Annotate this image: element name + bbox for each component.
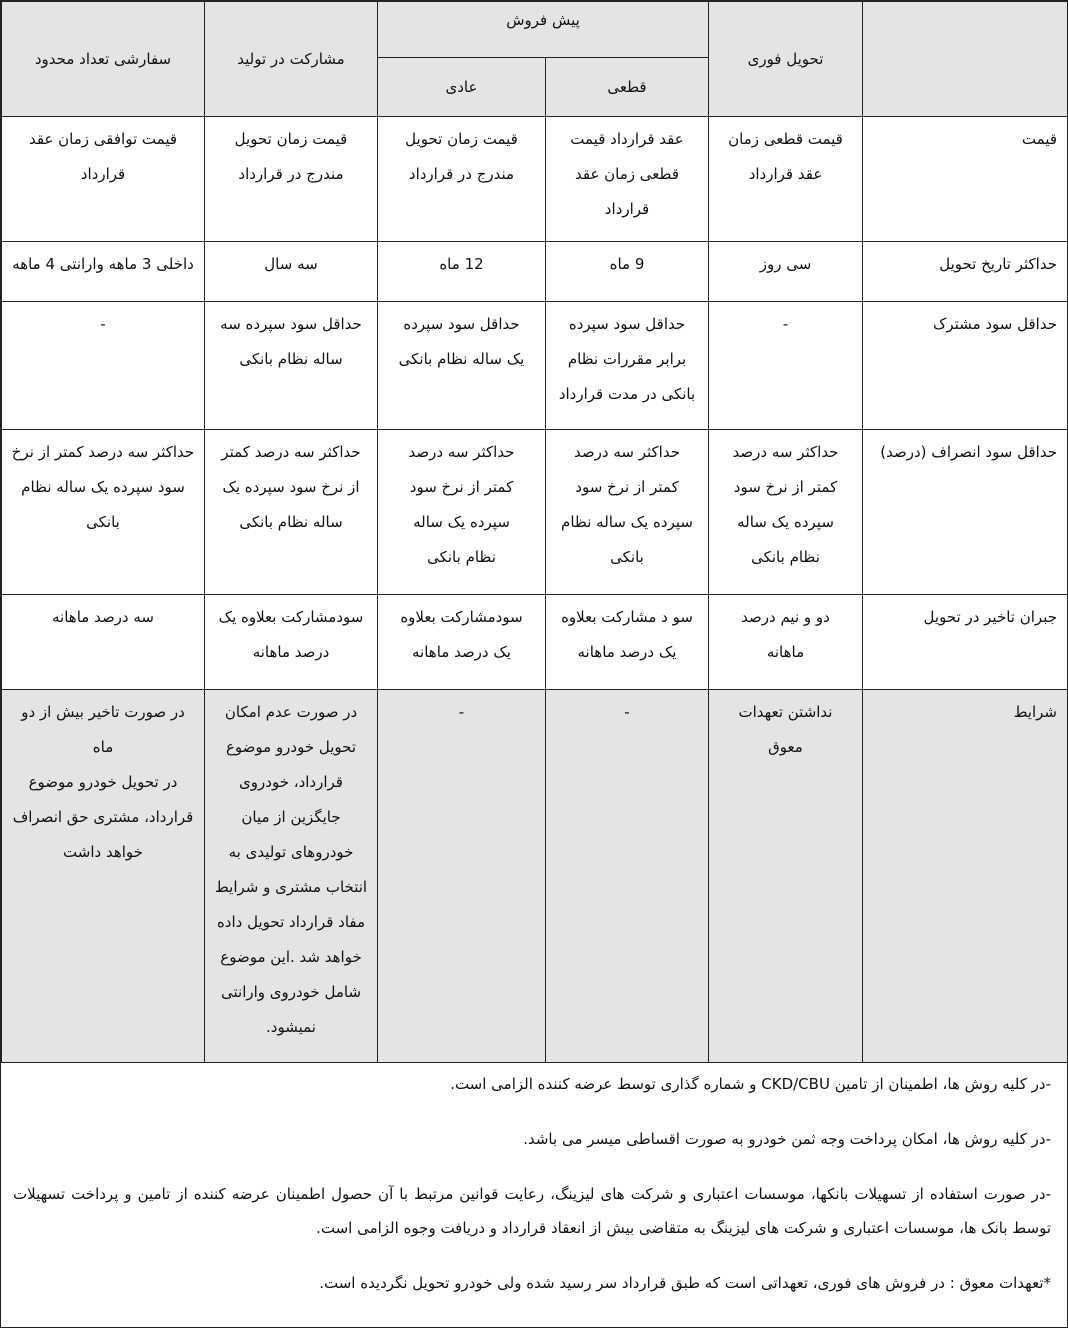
cell-instant: دو و نیم درصد ماهانه: [709, 595, 863, 690]
cell-presale-normal: قیمت زمان تحویل مندرج در قرارداد: [378, 117, 546, 242]
header-production-partnership: مشارکت در تولید: [205, 2, 378, 117]
row-label: حداکثر تاریخ تحویل: [863, 242, 1068, 302]
cell-presale-fixed: 9 ماه: [546, 242, 709, 302]
row-label: جبران تاخیر در تحویل: [863, 595, 1068, 690]
table-row-delay-compensation: [2, 595, 1068, 690]
cell-limited: داخلی 3 ماهه وارانتی 4 ماهه: [2, 242, 205, 302]
cell-instant: قیمت قطعی زمان عقد قرارداد: [709, 117, 863, 242]
cell-production: حداقل سود سپرده سه ساله نظام بانکی: [205, 302, 378, 430]
table-row-min-profit: [2, 302, 1068, 430]
note-paragraph: *تعهدات معوق : در فروش های فوری، تعهداتی است که طبق قرارداد سر رسید شده ولی خودرو تحویل نگردیده است.: [319, 1274, 1051, 1292]
cell-presale-fixed: -: [546, 690, 709, 1063]
notes-section: [1, 1063, 1067, 1300]
cell-production: حداکثر سه درصد کمتر از نرخ سود سپرده یک ساله نظام بانکی: [205, 430, 378, 595]
table-row-price: [2, 117, 1068, 242]
cell-presale-fixed: سو د مشارکت بعلاوه یک درصد ماهانه: [546, 595, 709, 690]
cell-presale-normal: حداکثر سه درصد کمتر از نرخ سود سپرده یک ساله نظام بانکی: [378, 430, 546, 595]
cell-limited: سه درصد ماهانه: [2, 595, 205, 690]
header-presale: پیش فروش: [378, 2, 709, 58]
cell-limited: حداکثر سه درصد کمتر از نرخ سود سپرده یک ساله نظام بانکی: [2, 430, 205, 595]
cell-production: سه سال: [205, 242, 378, 302]
header-presale-fixed: قطعی: [546, 58, 709, 117]
note-paragraph: -در صورت استفاده از تسهیلات بانکها، موسسات اعتباری و شرکت های لیزینگ، رعایت قوانین مرتبط با آن حصول اطمینان عرضه کننده از تامین و پرداخت تسهیلات توسط بانک ها، موسسات اعتباری و شرکت های لیزینگ به متقاضی بیش از انعقاد قرارداد و دریافت وجوه الزامی است.: [13, 1185, 1051, 1237]
note-paragraph: -در کلیه روش ها، امکان پرداخت وجه ثمن خودرو به صورت اقساطی میسر می باشد.: [523, 1130, 1051, 1148]
cell-instant: حداکثر سه درصد کمتر از نرخ سود سپرده یک ساله نظام بانکی: [709, 430, 863, 595]
header-row-top: [2, 2, 1068, 58]
cell-presale-fixed: حداقل سود سپرده برابر مقررات نظام بانکی در مدت قرارداد: [546, 302, 709, 430]
sales-methods-table: [1, 1, 1068, 1063]
cell-presale-normal: سودمشارکت بعلاوه یک درصد ماهانه: [378, 595, 546, 690]
header-presale-normal: عادی: [378, 58, 546, 117]
header-corner-cell: [863, 2, 1068, 117]
cell-production: سودمشارکت بعلاوه یک درصد ماهانه: [205, 595, 378, 690]
cell-instant: نداشتن تعهدات معوق: [709, 690, 863, 1063]
cell-presale-fixed: عقد قرارداد قیمت قطعی زمان عقد قرارداد: [546, 117, 709, 242]
row-label: حداقل سود مشترک: [863, 302, 1068, 430]
cell-presale-normal: حداقل سود سپرده یک ساله نظام بانکی: [378, 302, 546, 430]
cell-instant: -: [709, 302, 863, 430]
cell-limited: -: [2, 302, 205, 430]
cell-presale-normal: 12 ماه: [378, 242, 546, 302]
row-label: حداقل سود انصراف (درصد): [863, 430, 1068, 595]
header-instant-delivery: تحویل فوری: [709, 2, 863, 117]
cell-presale-normal: -: [378, 690, 546, 1063]
table-row-cancellation: [2, 430, 1068, 595]
cell-limited: قیمت توافقی زمان عقد قرارداد: [2, 117, 205, 242]
cell-instant: سی روز: [709, 242, 863, 302]
cell-presale-fixed: حداکثر سه درصد کمتر از نرخ سود سپرده یک ساله نظام بانکی: [546, 430, 709, 595]
table-row-conditions: [2, 690, 1068, 1063]
header-limited-order: سفارشی تعداد محدود: [2, 2, 205, 117]
row-label: قیمت: [863, 117, 1068, 242]
cell-production: قیمت زمان تحویل مندرج در قرارداد: [205, 117, 378, 242]
cell-limited: در صورت تاخیر بیش از دو ماه در تحویل خودرو موضوع قرارداد، مشتری حق انصراف خواهد داشت: [2, 690, 205, 1063]
cell-production: در صورت عدم امکان تحویل خودرو موضوع قرارداد، خودروی جایگزین از میان خودروهای تولیدی به انتخاب مشتری و شرایط مفاد قرارداد تحویل داده خواهد شد .این موضوع شامل خودروی وارانتی نمیشود.: [205, 690, 378, 1063]
note-paragraph: -در کلیه روش ها، اطمینان از تامین CKD/CBU و شماره گذاری توسط عرضه کننده الزامی است.: [450, 1075, 1051, 1093]
row-label: شرایط: [863, 690, 1068, 1063]
table-row-max-delivery: [2, 242, 1068, 302]
